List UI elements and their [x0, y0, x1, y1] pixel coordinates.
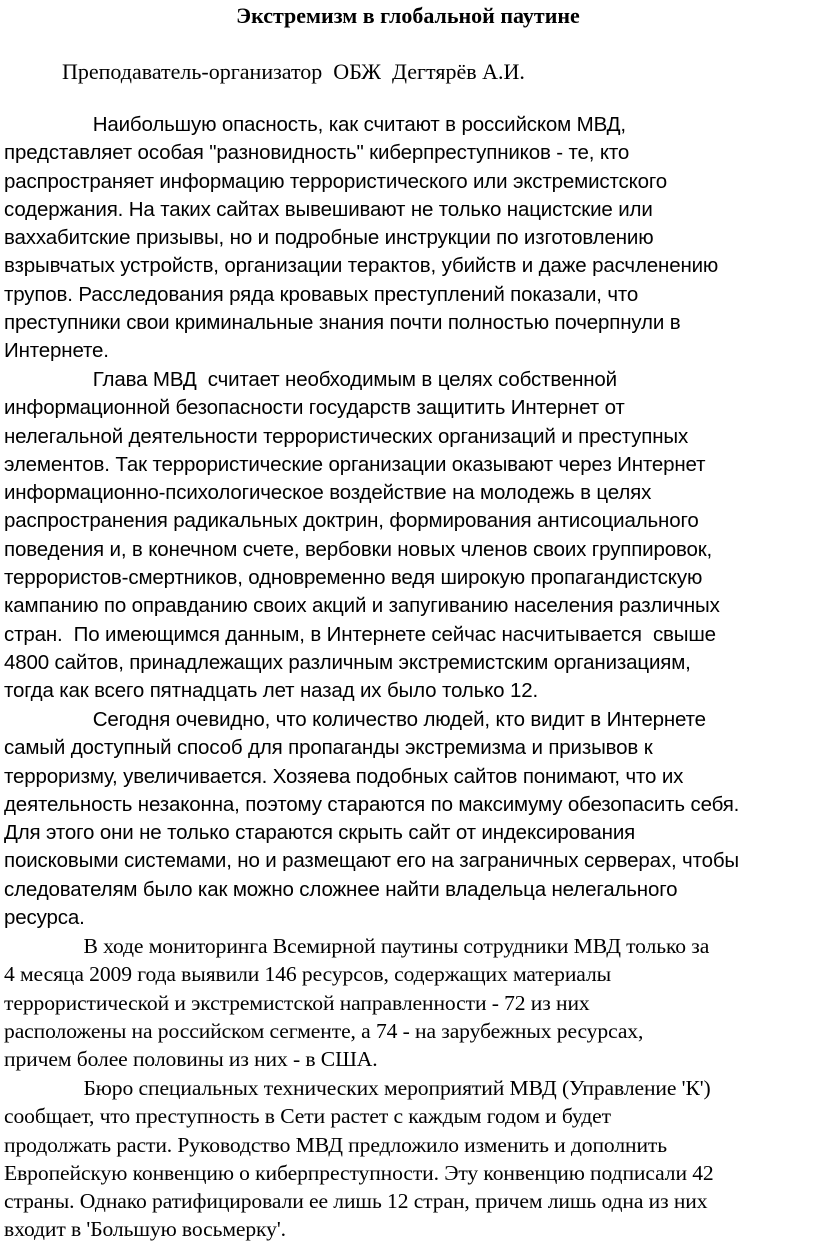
paragraph-3 [4, 706, 816, 932]
text-line: терроризму, увеличивается. Хозяева подобных сайтов понимают, что их [4, 764, 684, 788]
text-line: распространяет информацию террористического или экстремистского [4, 169, 668, 193]
text-line: Европейскую конвенцию о киберпреступности. Эту конвенцию подписали 42 [4, 1160, 714, 1185]
text-line: продолжать расти. Руководство МВД предложило изменить и дополнить [4, 1132, 667, 1157]
text-line: Глава МВД считает необходимым в целях собственной [4, 368, 617, 391]
text-line: террористической и экстремистской направленности - 72 из них [4, 990, 590, 1015]
text-line: следователям было как можно сложнее найти владельца нелегального [4, 877, 678, 901]
text-line: расположены на российском сегменте, а 74 - на зарубежных ресурсах, [4, 1018, 644, 1043]
document-title: Экстремизм в глобальной паутине [236, 3, 580, 28]
text-line: стран. По имеющимся данным, в Интернете сейчас насчитывается свыше [4, 622, 716, 646]
text-line: представляет особая "разновидность" киберпреступников - те, кто [4, 141, 630, 165]
paragraph-1 [4, 111, 816, 366]
text-line: В ходе мониторинга Всемирной паутины сотрудники МВД только за [4, 934, 710, 958]
text-line: поисковыми системами, но и размещают его на заграничных серверах, чтобы [4, 849, 740, 873]
text-line: ваххабитские призывы, но и подробные инструкции по изготовлению [4, 226, 654, 250]
text-line: входит в 'Большую восьмерку'. [4, 1217, 286, 1242]
text-line: Интернете. [4, 339, 109, 363]
text-line: деятельность незаконна, поэтому стараются по максимуму обезопасить себя. [4, 792, 740, 816]
text-line: ресурса. [4, 906, 85, 930]
text-line: тогда как всего пятнадцать лет назад их было только 12. [4, 679, 538, 703]
paragraph-2 [4, 366, 816, 706]
text-line: информационно-психологическое воздействие на молодежь в целях [4, 481, 652, 505]
text-line: 4 месяца 2009 года выявили 146 ресурсов, содержащих материалы [4, 962, 612, 987]
text-line: нелегальной деятельности террористических организаций и преступных [4, 424, 689, 448]
text-line: элементов. Так террористические организации оказывают через Интернет [4, 452, 706, 476]
text-line: самый доступный способ для пропаганды экстремизма и призывов к [4, 736, 653, 760]
text-line: распространения радикальных доктрин, формирования антисоциального [4, 509, 699, 533]
text-line: Сегодня очевидно, что количество людей, кто видит в Интернете [4, 708, 706, 731]
text-line: Для этого они не только стараются скрыть сайт от индексирования [4, 821, 636, 845]
text-line: поведения и, в конечном счете, вербовки новых членов своих группировок, [4, 537, 713, 561]
paragraph-4 [4, 932, 816, 1073]
text-line: сообщает, что преступность в Сети растет с каждым годом и будет [4, 1104, 611, 1129]
document-author: Преподаватель-организатор ОБЖ Дегтярёв А.И. [62, 59, 525, 84]
text-line: Наибольшую опасность, как считают в российском МВД, [4, 113, 626, 136]
text-line: кампанию по оправданию своих акций и запугиванию населения различных [4, 594, 720, 618]
text-line: информационной безопасности государств защитить Интернет от [4, 396, 625, 420]
paragraph-5 [4, 1074, 816, 1244]
text-line: страны. Однако ратифицировали ее лишь 12 стран, причем лишь одна из них [4, 1189, 708, 1214]
text-line: содержания. На таких сайтах вывешивают не только нацистские или [4, 197, 653, 221]
text-line: террористов-смертников, одновременно ведя широкую пропагандистскую [4, 566, 703, 590]
text-line: Бюро специальных технических мероприятий МВД (Управление 'К') [4, 1076, 711, 1100]
text-line: взрывчатых устройств, организации терактов, убийств и даже расчленению [4, 254, 719, 278]
text-line: причем более половины из них - в США. [4, 1047, 378, 1072]
text-line: преступники свои криминальные знания почти полностью почерпнули в [4, 311, 681, 335]
text-line: трупов. Расследования ряда кровавых преступлений показали, что [4, 282, 639, 306]
text-line: 4800 сайтов, принадлежащих различным экстремистским организациям, [4, 650, 691, 674]
